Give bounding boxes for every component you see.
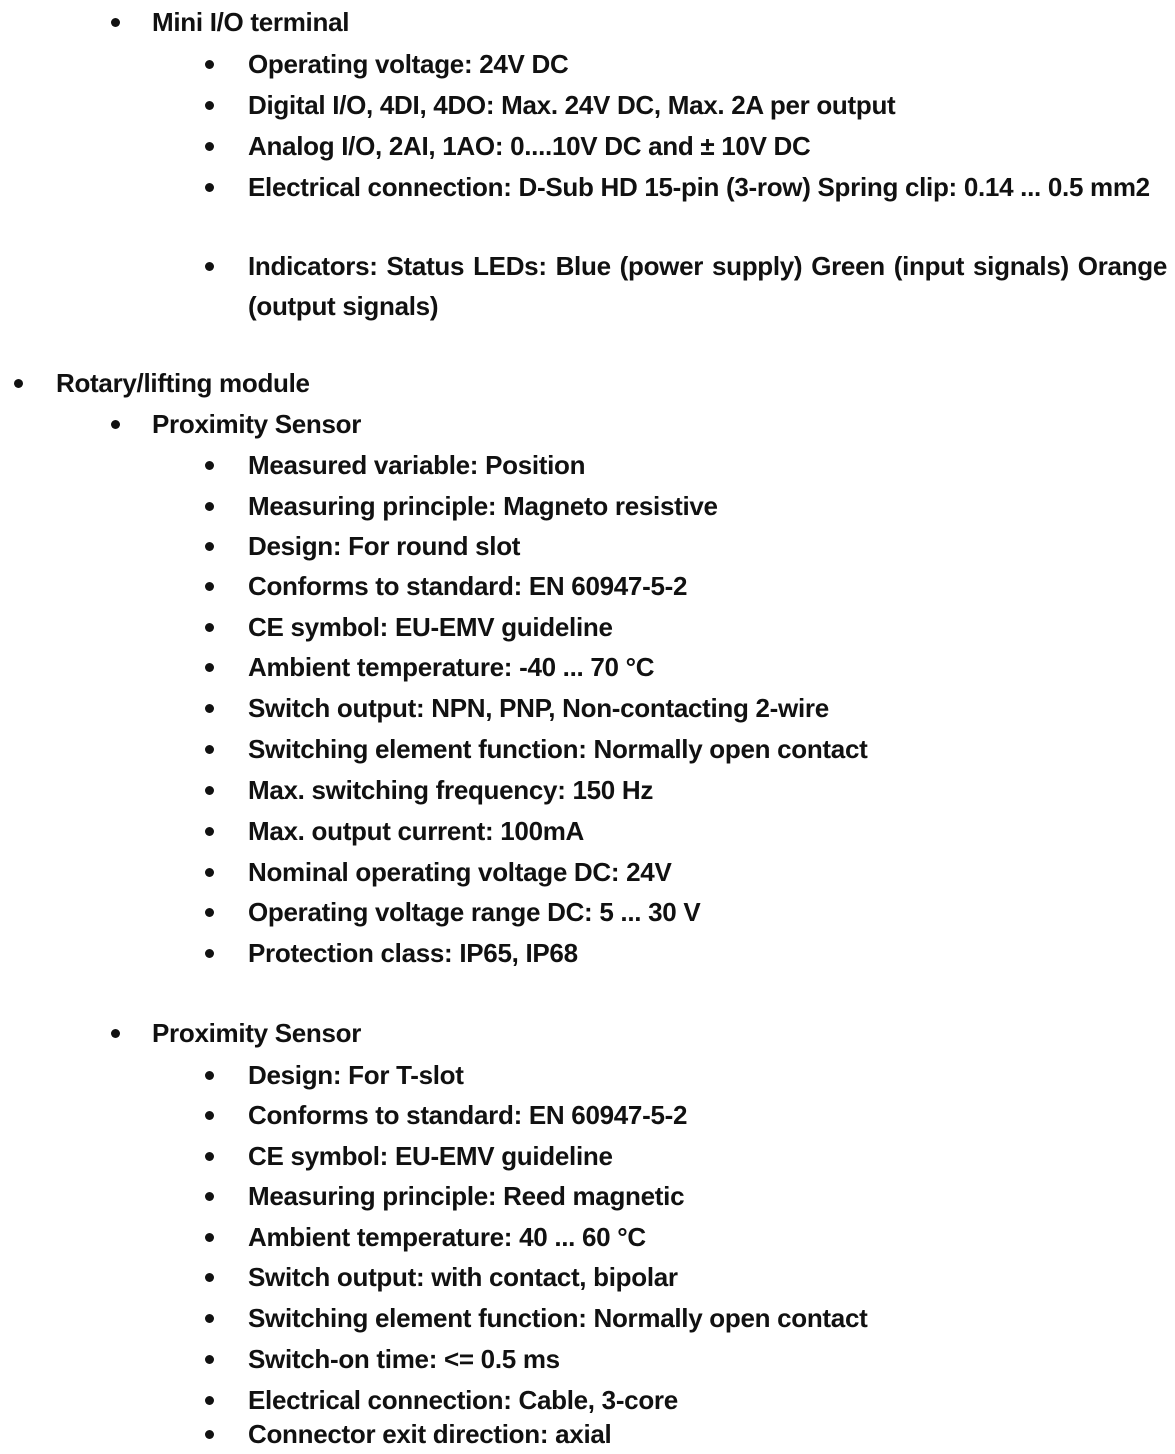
list-item	[0, 933, 1175, 973]
list-item	[0, 1257, 1175, 1297]
bullet-icon	[205, 101, 214, 110]
list-item	[0, 892, 1175, 932]
list-item-text: Measuring principle: Magneto resistive	[248, 491, 718, 521]
bullet-icon	[205, 502, 214, 511]
list-item-text: Electrical connection: D-Sub HD 15-pin (3-row) Spring clip: 0.14 ... 0.5 mm2	[248, 172, 1150, 202]
list-item-text: Switch output: NPN, PNP, Non-contacting 2-wire	[248, 693, 829, 723]
list-item-text: Design: For T-slot	[248, 1060, 464, 1090]
list-item-text: Conforms to standard: EN 60947-5-2	[248, 1100, 688, 1130]
bullet-icon	[205, 1111, 214, 1120]
bullet-icon	[205, 582, 214, 591]
list-item	[0, 85, 1175, 125]
list-item-text: Measuring principle: Reed magnetic	[248, 1181, 685, 1211]
list-item	[0, 1414, 1175, 1454]
list-item-text: Max. switching frequency: 150 Hz	[248, 775, 654, 805]
sensor-1-heading: Proximity Sensor	[152, 409, 362, 439]
bullet-icon	[205, 786, 214, 795]
list-item-text: Connector exit direction: axial	[248, 1419, 612, 1449]
bullet-icon	[205, 542, 214, 551]
list-item	[0, 126, 1175, 166]
bullet-icon	[205, 1233, 214, 1242]
list-item	[0, 1298, 1175, 1338]
bullet-icon	[205, 1355, 214, 1364]
bullet-icon	[205, 1273, 214, 1282]
sensor-2-heading: Proximity Sensor	[152, 1018, 362, 1048]
list-item-rotary-module	[0, 363, 1175, 403]
list-item	[0, 445, 1175, 485]
mini-io-heading: Mini I/O terminal	[152, 7, 350, 37]
bullet-icon	[111, 1029, 120, 1038]
list-item-sensor-1	[0, 404, 1175, 444]
bullet-icon	[205, 1396, 214, 1405]
list-item	[0, 526, 1175, 566]
list-item-text: Ambient temperature: -40 ... 70 °C	[248, 652, 655, 682]
list-item-text: Switching element function: Normally open contact	[248, 734, 868, 764]
bullet-icon	[205, 1314, 214, 1323]
bullet-icon	[205, 183, 214, 192]
list-item-text: Protection class: IP65, IP68	[248, 938, 578, 968]
list-item	[0, 44, 1175, 84]
bullet-icon	[14, 379, 23, 388]
list-item-text: CE symbol: EU-EMV guideline	[248, 612, 613, 642]
list-item-text: Switching element function: Normally open contact	[248, 1303, 868, 1333]
bullet-icon	[205, 142, 214, 151]
list-item-text: Design: For round slot	[248, 531, 521, 561]
bullet-icon	[205, 827, 214, 836]
list-item-text: Operating voltage range DC: 5 ... 30 V	[248, 897, 701, 927]
list-item-sensor-2	[0, 1013, 1175, 1053]
list-item	[0, 1136, 1175, 1176]
bullet-icon	[205, 623, 214, 632]
bullet-icon	[205, 1192, 214, 1201]
list-item	[0, 1217, 1175, 1257]
list-item-text: CE symbol: EU-EMV guideline	[248, 1141, 613, 1171]
list-item	[0, 1095, 1175, 1135]
list-item	[0, 566, 1175, 606]
list-item-text: Nominal operating voltage DC: 24V	[248, 857, 672, 887]
list-item	[0, 486, 1175, 526]
bullet-icon	[205, 262, 214, 271]
list-item-text: Ambient temperature: 40 ... 60 °C	[248, 1222, 646, 1252]
list-item-mini-io	[0, 2, 1175, 42]
list-item-text: Operating voltage: 24V DC	[248, 49, 569, 79]
list-item	[0, 729, 1175, 769]
list-item-text: Max. output current: 100mA	[248, 816, 585, 846]
bullet-icon	[205, 1071, 214, 1080]
list-item	[0, 607, 1175, 647]
list-item	[0, 1339, 1175, 1379]
list-item	[0, 852, 1175, 892]
bullet-icon	[205, 908, 214, 917]
bullet-icon	[205, 704, 214, 713]
bullet-icon	[205, 60, 214, 69]
list-item-text: Electrical connection: Cable, 3-core	[248, 1385, 678, 1415]
list-item	[0, 811, 1175, 851]
list-item-text: Digital I/O, 4DI, 4DO: Max. 24V DC, Max. 2A per output	[248, 90, 896, 120]
bullet-icon	[205, 949, 214, 958]
bullet-icon	[205, 1152, 214, 1161]
list-item	[0, 770, 1175, 810]
list-item-text: Switch output: with contact, bipolar	[248, 1262, 678, 1292]
bullet-icon	[205, 461, 214, 470]
list-item-text: Switch-on time: <= 0.5 ms	[248, 1344, 560, 1374]
list-item	[0, 1176, 1175, 1216]
list-item-text: Indicators: Status LEDs: Blue (power supply) Green (input signals) Orange (output signals)	[248, 251, 1167, 321]
list-item	[0, 647, 1175, 687]
list-item	[0, 688, 1175, 728]
bullet-icon	[205, 1430, 214, 1439]
bullet-icon	[111, 18, 120, 27]
list-item	[0, 1055, 1175, 1095]
list-item-text: Measured variable: Position	[248, 450, 586, 480]
bullet-icon	[111, 420, 120, 429]
bullet-icon	[205, 868, 214, 877]
list-item-text: Conforms to standard: EN 60947-5-2	[248, 571, 688, 601]
bullet-icon	[205, 745, 214, 754]
bullet-icon	[205, 663, 214, 672]
list-item-text: Analog I/O, 2AI, 1AO: 0....10V DC and ± 10V DC	[248, 131, 811, 161]
rotary-module-heading: Rotary/lifting module	[56, 368, 310, 398]
